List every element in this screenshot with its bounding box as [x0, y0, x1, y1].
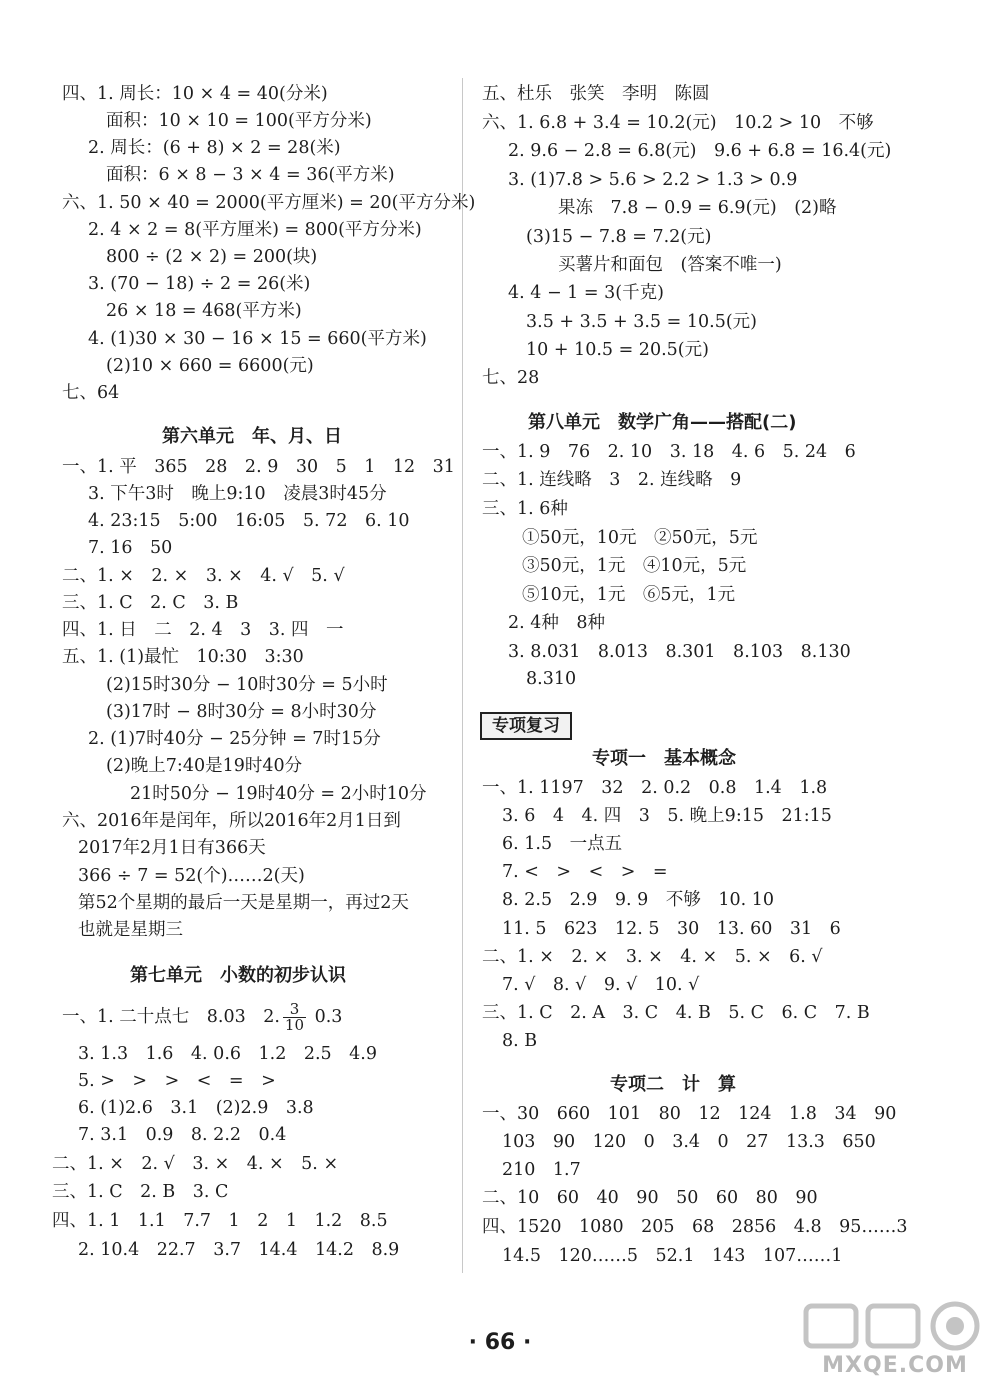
- answer-line: 14.5 120……5 52.1 143 107……1: [502, 1246, 843, 1266]
- answer-line: 2017年2月1日有366天: [78, 838, 266, 858]
- answer-line: 3. (1)7.8 > 5.6 > 2.2 > 1.3 > 0.9: [508, 170, 798, 190]
- answer-line: 2. 4 × 2 = 8(平方厘米) = 800(平方分米): [88, 220, 422, 240]
- answer-line: 四、1. 1 1.1 7.7 1 2 1 1.2 8.5: [52, 1211, 388, 1231]
- answer-line: 5. > > > < = >: [78, 1071, 276, 1091]
- answer-line: 6. (1)2.6 3.1 (2)2.9 3.8: [78, 1098, 314, 1118]
- answer-line: ⑤10元，1元 ⑥5元，1元: [522, 585, 736, 605]
- answer-line: 3. 1.3 1.6 4. 0.6 1.2 2.5 4.9: [78, 1044, 378, 1064]
- answer-line: 3.5 + 3.5 + 3.5 = 10.5(元): [526, 312, 757, 332]
- answer-line: 7. < > < > =: [502, 862, 668, 882]
- answer-text: 0.3: [314, 1007, 343, 1027]
- answer-line: 三、1. C 2. A 3. C 4. B 5. C 6. C 7. B: [482, 1003, 870, 1023]
- answer-line: 四、1. 周长：10 × 4 = 40(分米): [62, 84, 328, 104]
- answer-line: 五、杜乐 张笑 李明 陈圆: [482, 84, 710, 104]
- answer-line: 26 × 18 = 468(平方米): [106, 301, 302, 321]
- answer-line: 二、1. × 2. × 3. × 4. × 5. × 6. √: [482, 947, 823, 967]
- answer-line: 2. 9.6 − 2.8 = 6.8(元) 9.6 + 6.8 = 16.4(元): [508, 141, 892, 161]
- column-divider: [462, 78, 463, 1273]
- answer-line: ③50元，1元 ④10元，5元: [522, 556, 747, 576]
- answer-line: 买薯片和面包 (答案不唯一): [558, 255, 782, 275]
- answer-line: (3)15 − 7.8 = 7.2(元): [526, 227, 712, 247]
- answer-line: 三、1. C 2. C 3. B: [62, 593, 239, 613]
- answer-line-fraction: [62, 1002, 342, 1033]
- page-number: · 66 ·: [468, 1330, 532, 1355]
- answer-line: 三、1. 6种: [482, 499, 568, 519]
- answer-line: 面积：6 × 8 − 3 × 4 = 36(平方米): [106, 165, 395, 185]
- answer-line: 10 + 10.5 = 20.5(元): [526, 340, 709, 360]
- answer-line: 8. 2.5 2.9 9. 9 不够 10. 10: [502, 890, 774, 910]
- answer-line: 一、30 660 101 80 12 124 1.8 34 90: [482, 1104, 897, 1124]
- answer-line: 3. (70 − 18) ÷ 2 = 26(米): [88, 274, 311, 294]
- answer-line: 2. (1)7时40分 − 25分钟 = 7时15分: [88, 729, 381, 749]
- answer-line: 8.310: [526, 669, 577, 689]
- answer-line: 六、2016年是闰年，所以2016年2月1日到: [62, 811, 401, 831]
- answer-line: 7. 3.1 0.9 8. 2.2 0.4: [78, 1125, 287, 1145]
- answer-line: 2. 4种 8种: [508, 613, 606, 633]
- watermark-text: MXQE.COM: [822, 1353, 968, 1378]
- answer-line: 7. 16 50: [88, 538, 173, 558]
- answer-line: 210 1.7: [502, 1160, 581, 1180]
- answer-line: 21时50分 − 19时40分 = 2小时10分: [130, 784, 427, 804]
- answer-text: 一、1. 二十点七 8.03 2.: [62, 1007, 280, 1027]
- answer-line: 4. 23:15 5:00 16:05 5. 72 6. 10: [88, 511, 410, 531]
- answer-line: (2)10 × 660 = 6600(元): [106, 356, 314, 376]
- answer-line: (3)17时 − 8时30分 = 8小时30分: [106, 702, 377, 722]
- answer-line: 果冻 7.8 − 0.9 = 6.9(元) (2)略: [558, 198, 837, 218]
- answer-line: 11. 5 623 12. 5 30 13. 60 31 6: [502, 919, 841, 939]
- answer-line: 4. 4 − 1 = 3(千克): [508, 283, 664, 303]
- fraction-numerator: 3: [283, 1002, 306, 1018]
- review-section-label: 专项复习: [480, 712, 572, 740]
- answer-line: 二、1. × 2. × 3. × 4. √ 5. √: [62, 566, 345, 586]
- site-watermark: [800, 1300, 990, 1380]
- answer-line: 四、1520 1080 205 68 2856 4.8 95……3: [482, 1217, 908, 1237]
- watermark-logo-icon: [800, 1300, 990, 1352]
- answer-line: 103 90 120 0 3.4 0 27 13.3 650: [502, 1132, 876, 1152]
- answer-line: 六、1. 50 × 40 = 2000(平方厘米) = 20(平方分米): [62, 193, 476, 213]
- answer-line: 第52个星期的最后一天是星期一，再过2天: [78, 893, 409, 913]
- answer-line: 800 ÷ (2 × 2) = 200(块): [106, 247, 318, 267]
- answer-line: 2. 周长：(6 + 8) × 2 = 28(米): [88, 138, 341, 158]
- answer-line: 二、10 60 40 90 50 60 80 90: [482, 1188, 818, 1208]
- answer-line: 五、1. (1)最忙 10:30 3:30: [62, 647, 304, 667]
- answer-line: 8. B: [502, 1031, 538, 1051]
- answer-line: 2. 10.4 22.7 3.7 14.4 14.2 8.9: [78, 1240, 400, 1260]
- answer-line: 4. (1)30 × 30 − 16 × 15 = 660(平方米): [88, 329, 427, 349]
- answer-line: 一、1. 1197 32 2. 0.2 0.8 1.4 1.8: [482, 778, 828, 798]
- answer-line: 3. 下午3时 晚上9:10 凌晨3时45分: [88, 484, 387, 504]
- unit7-heading: 第七单元 小数的初步认识: [130, 965, 346, 986]
- answer-line: 也就是星期三: [78, 920, 183, 940]
- answer-line: 3. 8.031 8.013 8.301 8.103 8.130: [508, 642, 851, 662]
- answer-line: 七、64: [62, 383, 120, 403]
- answer-line: 六、1. 6.8 + 3.4 = 10.2(元) 10.2 > 10 不够: [482, 113, 874, 133]
- answer-line: 6. 1.5 一点五: [502, 834, 623, 854]
- answer-line: 一、1. 平 365 28 2. 9 30 5 1 12 31: [62, 457, 455, 477]
- answer-line: ①50元，10元 ②50元，5元: [522, 528, 758, 548]
- unit6-heading: 第六单元 年、月、日: [162, 426, 342, 447]
- answer-line: 面积：10 × 10 = 100(平方分米): [106, 111, 372, 131]
- answer-line: (2)15时30分 − 10时30分 = 5小时: [106, 675, 388, 695]
- special1-heading: 专项一 基本概念: [592, 748, 736, 769]
- fraction-denominator: 10: [284, 1016, 305, 1034]
- unit8-heading: 第八单元 数学广角——搭配(二): [528, 412, 797, 433]
- answer-line: 3. 6 4 4. 四 3 5. 晚上9:15 21:15: [502, 806, 832, 826]
- answer-line: 7. √ 8. √ 9. √ 10. √: [502, 975, 700, 995]
- answer-line: 二、1. × 2. √ 3. × 4. × 5. ×: [52, 1154, 339, 1174]
- answer-line: 四、1. 日 二 2. 4 3 3. 四 一: [62, 620, 344, 640]
- answer-line: 七、28: [482, 368, 540, 388]
- answer-line: 三、1. C 2. B 3. C: [52, 1182, 229, 1202]
- answer-line: 二、1. 连线略 3 2. 连线略 9: [482, 470, 742, 490]
- answer-line: 一、1. 9 76 2. 10 3. 18 4. 6 5. 24 6: [482, 442, 856, 462]
- fraction: [283, 1002, 306, 1033]
- answer-line: (2)晚上7:40是19时40分: [106, 756, 303, 776]
- answer-line: 366 ÷ 7 = 52(个)……2(天): [78, 866, 305, 886]
- special2-heading: 专项二 计 算: [610, 1074, 736, 1095]
